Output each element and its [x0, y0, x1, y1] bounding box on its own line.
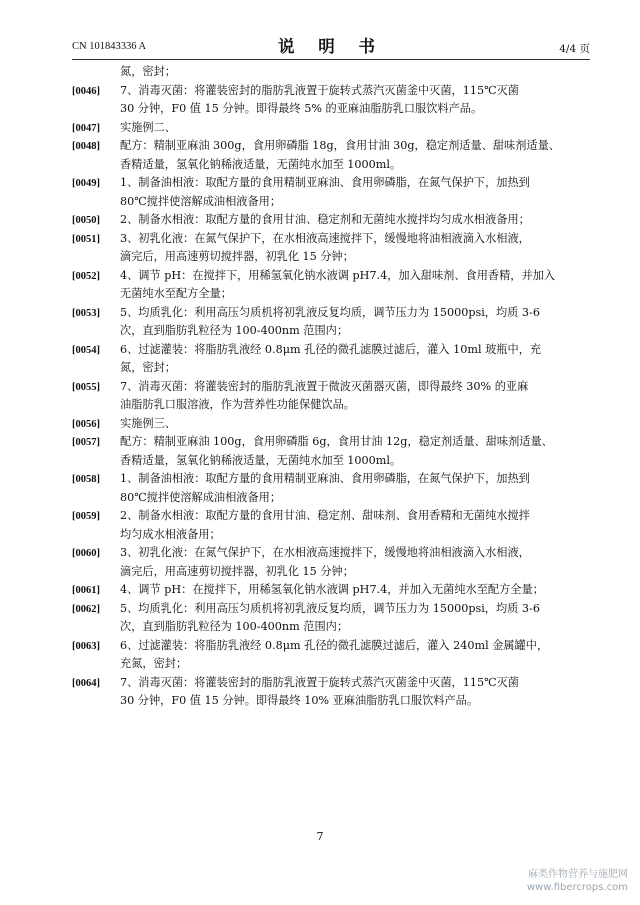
paragraph-number: [0052] [72, 270, 100, 282]
text-line [72, 267, 590, 286]
line-text: 3、初乳化液：在氮气保护下，在水相液高速搅拌下，缓慢地将油相液滴入水相液， [120, 231, 530, 245]
text-line [72, 137, 590, 156]
line-text: 5、均质乳化：利用高压匀质机将初乳液反复均质，调节压力为 15000psi，均质 3-6 [120, 305, 540, 319]
watermark-line-1: 麻类作物营养与施肥网 [528, 869, 628, 880]
text-line [72, 230, 590, 249]
paragraph-number: [0048] [72, 141, 100, 152]
text-line [72, 396, 590, 415]
line-text: 80℃搅拌使溶解成油相液备用； [120, 194, 282, 208]
line-text: 次，直到脂肪乳粒径为 100-400nm 范围内； [120, 620, 349, 633]
line-text: 香精适量，氢氧化钠稀液适量，无菌纯水加至 1000ml。 [120, 157, 402, 171]
text-line [72, 581, 590, 600]
text-line [72, 341, 590, 360]
text-line [72, 359, 590, 378]
paragraph-number: [0059] [72, 511, 100, 522]
line-text: 80℃搅拌使溶解成油相液备用； [120, 490, 282, 504]
text-line [72, 304, 590, 323]
line-text: 氮，密封； [120, 65, 176, 78]
page-indicator: 4/4 页 [559, 43, 590, 55]
text-line [72, 637, 590, 656]
line-text: 次，直到脂肪乳粒径为 100-400nm 范围内； [120, 324, 349, 337]
paragraph-number: [0060] [72, 548, 100, 559]
paragraph-number: [0064] [72, 677, 100, 689]
document-title: 说 明 书 [278, 37, 384, 56]
paragraph-number: [0058] [72, 474, 100, 485]
paragraph-number: [0055] [72, 381, 100, 393]
text-line [72, 174, 590, 193]
text-line [72, 63, 590, 82]
line-text: 滴完后，用高速剪切搅拌器，初乳化 15 分钟； [120, 564, 354, 578]
text-line [72, 378, 590, 397]
text-line [72, 563, 590, 582]
page-number: 7 [316, 830, 324, 843]
line-text: 2、制备水相液：取配方量的食用甘油、稳定剂和无菌纯水搅拌均匀成水相液备用； [120, 213, 530, 226]
paragraph-number: [0053] [72, 307, 100, 319]
line-text: 充氮，密封； [120, 657, 188, 670]
line-text: 7、消毒灭菌：将灌装密封的脂肪乳液置于微波灭菌器灭菌，即得最终 30% 的亚麻 [120, 379, 529, 393]
line-text: 滴完后，用高速剪切搅拌器，初乳化 15 分钟； [120, 250, 354, 263]
document-id: CN 101843336 A [72, 41, 147, 52]
text-line [72, 156, 590, 175]
line-text: 5、均质乳化：利用高压匀质机将初乳液反复均质，调节压力为 15000psi，均质 3-6 [120, 601, 540, 615]
line-text: 氮，密封； [120, 361, 176, 374]
document-body [72, 63, 590, 711]
text-line [72, 452, 590, 471]
line-text: 无菌纯水至配方全量； [120, 287, 232, 300]
page-header [72, 33, 590, 57]
line-text: 配方：精制亚麻油 300g，食用卵磷脂 18g，食用甘油 30g，稳定剂适量、甜味剂适量、 [120, 139, 560, 152]
line-text: 香精适量，氢氧化钠稀液适量，无菌纯水加至 1000ml。 [120, 453, 402, 467]
line-text: 7、消毒灭菌：将灌装密封的脂肪乳液置于旋转式蒸汽灭菌釜中灭菌，115℃灭菌 [120, 675, 519, 689]
line-text: 30 分钟，F0 值 15 分钟。即得最终 5% 的亚麻油脂肪乳口服饮料产品。 [120, 102, 483, 115]
text-line [72, 655, 590, 674]
text-line [72, 618, 590, 637]
watermark-line-2: www.fibercrops.com [526, 882, 628, 893]
line-text: 2、制备水相液：取配方量的食用甘油、稳定剂、甜味剂、食用香精和无菌纯水搅拌 [120, 509, 530, 522]
paragraph-number: [0051] [72, 233, 100, 245]
paragraph-number: [0054] [72, 344, 100, 356]
text-line [72, 433, 590, 452]
line-text: 4、调节 pH：在搅拌下，用稀氢氧化钠水液调 pH7.4，加入甜味剂、食用香精，并加入 [120, 268, 556, 282]
line-text: 6、过滤灌装：将脂肪乳液经 0.8μm 孔径的微孔滤膜过滤后，灌入 10ml 玻瓶中，充 [120, 342, 542, 356]
line-text: 配方：精制亚麻油 100g，食用卵磷脂 6g，食用甘油 12g，稳定剂适量、甜味剂适量、 [120, 435, 553, 448]
text-line [72, 507, 590, 526]
text-line [72, 600, 590, 619]
line-text: 1、制备油相液：取配方量的食用精制亚麻油、食用卵磷脂，在氮气保护下，加热到 [120, 176, 530, 189]
line-text: 30 分钟，F0 值 15 分钟。即得最终 10% 亚麻油脂肪乳口服饮料产品。 [120, 694, 479, 707]
line-text: 实施例三、 [120, 416, 176, 430]
text-line [72, 322, 590, 341]
text-line [72, 415, 590, 434]
header-divider [72, 59, 590, 60]
text-line [72, 489, 590, 508]
line-text: 7、消毒灭菌：将灌装密封的脂肪乳液置于旋转式蒸汽灭菌釜中灭菌，115℃灭菌 [120, 83, 519, 97]
text-line [72, 544, 590, 563]
line-text: 1、制备油相液：取配方量的食用精制亚麻油、食用卵磷脂，在氮气保护下，加热到 [120, 472, 530, 485]
line-text: 油脂肪乳口服溶液，作为营养性功能保健饮品。 [120, 398, 355, 411]
watermark [468, 868, 628, 894]
line-text: 6、过滤灌装：将脂肪乳液经 0.8μm 孔径的微孔滤膜过滤后，灌入 240ml 金属罐中， [120, 638, 549, 652]
paragraph-number: [0049] [72, 178, 100, 189]
text-line [72, 100, 590, 119]
text-line [72, 82, 590, 101]
paragraph-number: [0061] [72, 585, 100, 596]
text-line [72, 211, 590, 230]
text-line [72, 526, 590, 545]
paragraph-number: [0046] [72, 85, 100, 97]
text-line [72, 674, 590, 693]
text-line [72, 248, 590, 267]
text-line [72, 119, 590, 138]
paragraph-number: [0050] [72, 215, 100, 226]
text-line [72, 285, 590, 304]
paragraph-number: [0047] [72, 122, 100, 134]
paragraph-number: [0057] [72, 437, 100, 448]
line-text: 3、初乳化液：在氮气保护下，在水相液高速搅拌下，缓慢地将油相液滴入水相液， [120, 546, 530, 559]
paragraph-number: [0056] [72, 418, 100, 430]
line-text: 4、调节 pH：在搅拌下，用稀氢氧化钠水液调 pH7.4，并加入无菌纯水至配方全量； [120, 583, 544, 596]
line-text: 均匀成水相液备用； [120, 527, 221, 541]
line-text: 实施例二、 [120, 120, 176, 134]
text-line [72, 193, 590, 212]
paragraph-number: [0063] [72, 640, 100, 652]
paragraph-number: [0062] [72, 603, 100, 615]
text-line [72, 470, 590, 489]
text-line [72, 692, 590, 711]
